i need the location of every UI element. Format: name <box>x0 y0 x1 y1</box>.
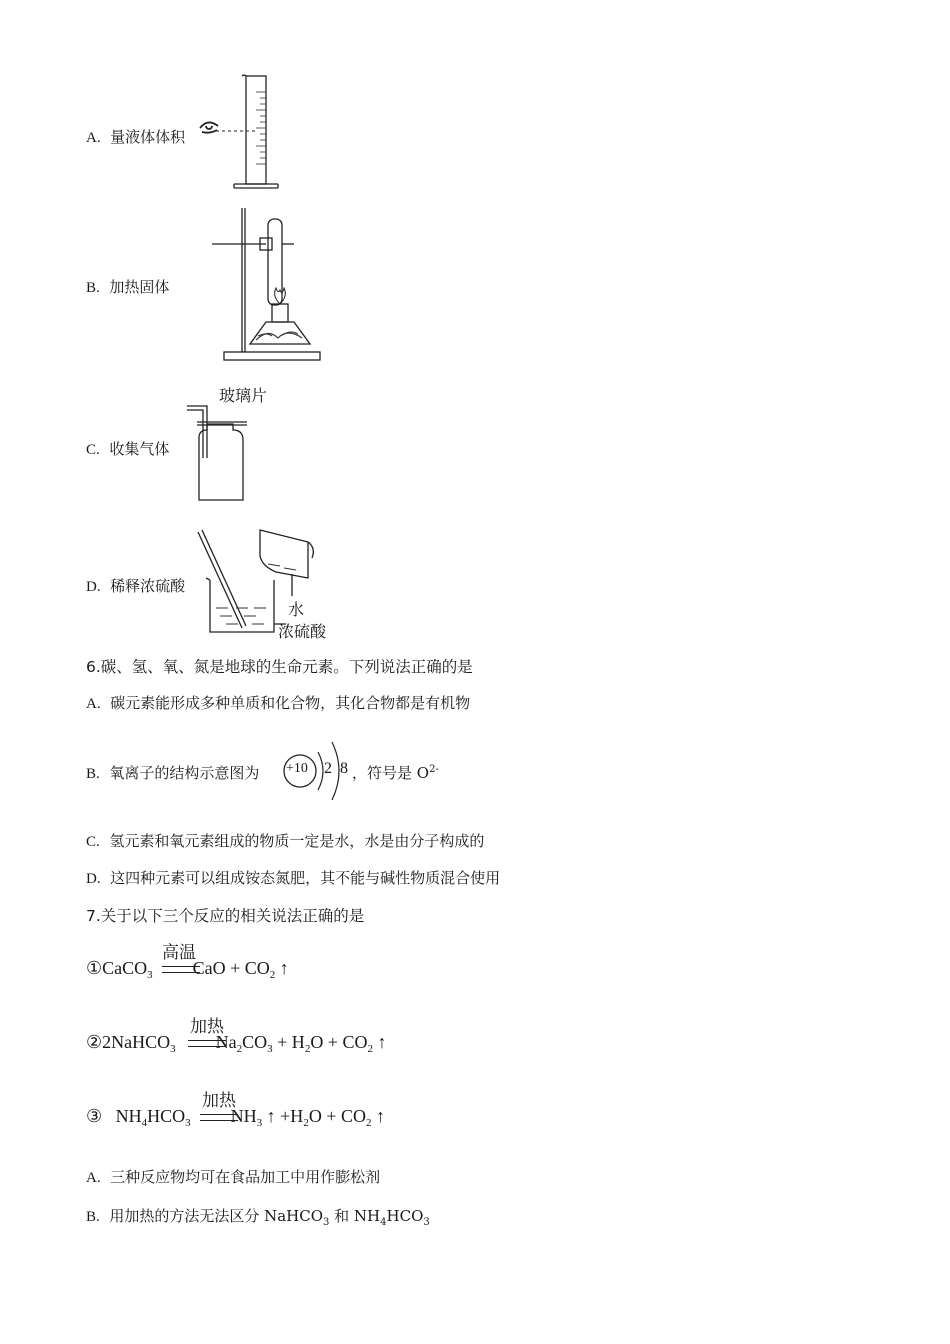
option-text: 碳元素能形成多种单质和化合物，其化合物都是有机物 <box>110 694 471 712</box>
option-text: 三种反应物均可在食品加工中用作膨松剂 <box>110 1168 381 1186</box>
option-text: 量液体体积 <box>110 128 186 146</box>
option-d-label <box>86 575 185 596</box>
equation-2: ②2NaHCO$_3$ $Na_2CO_3 + H_2O + CO_2$ ↑ 加热 <box>86 1032 446 1058</box>
reaction-condition: 加热 <box>190 1017 224 1037</box>
option-c-label <box>86 438 169 459</box>
subscript: 4 <box>380 1217 387 1228</box>
option-text: 用加热的方法无法区分 NaHCO <box>109 1207 324 1225</box>
equals-sign <box>188 1040 226 1047</box>
water-label: 水 <box>288 600 305 619</box>
option-text: 氢元素和氧元素组成的物质一定是水，水是由分子构成的 <box>109 832 485 850</box>
gas-collecting-bottle-figure <box>185 396 255 504</box>
equation-number: ② <box>86 1032 103 1052</box>
reaction-condition: 高温 <box>162 943 196 963</box>
option-letter: A. <box>86 130 101 146</box>
subscript: 3 <box>423 1217 430 1228</box>
equation-1: ①CaCO$_3$ CaO + $CO_2$ ↑ 高温 <box>86 958 386 984</box>
shell-2-electrons: 8 <box>340 760 348 777</box>
option-letter: A. <box>86 1170 101 1186</box>
q6-option-b-tail <box>352 762 439 783</box>
option-text-mid: 和 NH <box>329 1207 381 1225</box>
option-text: 氧离子的结构示意图为 <box>109 764 260 782</box>
option-text-tail: HCO <box>386 1207 424 1225</box>
option-b-label <box>86 276 169 297</box>
option-letter: A. <box>86 696 101 712</box>
flame-icon <box>275 288 286 304</box>
option-letter: B. <box>86 280 100 296</box>
option-text: 加热固体 <box>109 278 170 296</box>
option-text-tail: ，符号是 O <box>352 764 430 782</box>
option-a-label <box>86 126 185 147</box>
shell-1-electrons: 2 <box>324 760 332 777</box>
graduated-cylinder-figure <box>190 72 290 194</box>
q6-option-b <box>86 762 259 783</box>
equation-number: ③ <box>86 1106 103 1126</box>
equation-3: ③ $NH_4HCO_3$ $NH_3$ ↑ $+H_2O + CO_2$ ↑ 加热 <box>86 1106 446 1132</box>
option-text: 收集气体 <box>109 440 170 458</box>
conc-acid-label: 浓硫酸 <box>278 622 327 641</box>
option-text: 稀释浓硫酸 <box>110 577 186 595</box>
question-6-stem: 6.碳、氢、氧、氮是地球的生命元素。下列说法正确的是 <box>86 658 473 676</box>
question-7-stem: 7.关于以下三个反应的相关说法正确的是 <box>86 907 365 925</box>
option-letter: C. <box>86 442 100 458</box>
reaction-condition: 加热 <box>202 1091 236 1111</box>
option-letter: B. <box>86 1209 100 1225</box>
eye-icon <box>200 122 218 132</box>
option-letter: D. <box>86 871 101 887</box>
q7-option-a <box>86 1166 380 1187</box>
equation-number: ① <box>86 958 103 978</box>
subscript: 3 <box>323 1217 330 1228</box>
option-letter: B. <box>86 766 100 782</box>
option-text: 这四种元素可以组成铵态氮肥，其不能与碱性物质混合使用 <box>110 869 501 887</box>
heating-solid-figure <box>206 204 326 366</box>
equals-sign <box>162 966 200 973</box>
option-letter: D. <box>86 579 101 595</box>
q6-option-a <box>86 692 470 713</box>
q6-option-c <box>86 830 484 851</box>
q7-option-b <box>86 1205 430 1228</box>
q6-option-d <box>86 867 500 888</box>
glass-plate-label: 玻璃片 <box>219 386 268 405</box>
nucleus-charge: +10 <box>286 761 308 776</box>
option-letter: C. <box>86 834 100 850</box>
equals-sign <box>200 1114 238 1121</box>
ion-charge: 2- <box>429 764 439 775</box>
